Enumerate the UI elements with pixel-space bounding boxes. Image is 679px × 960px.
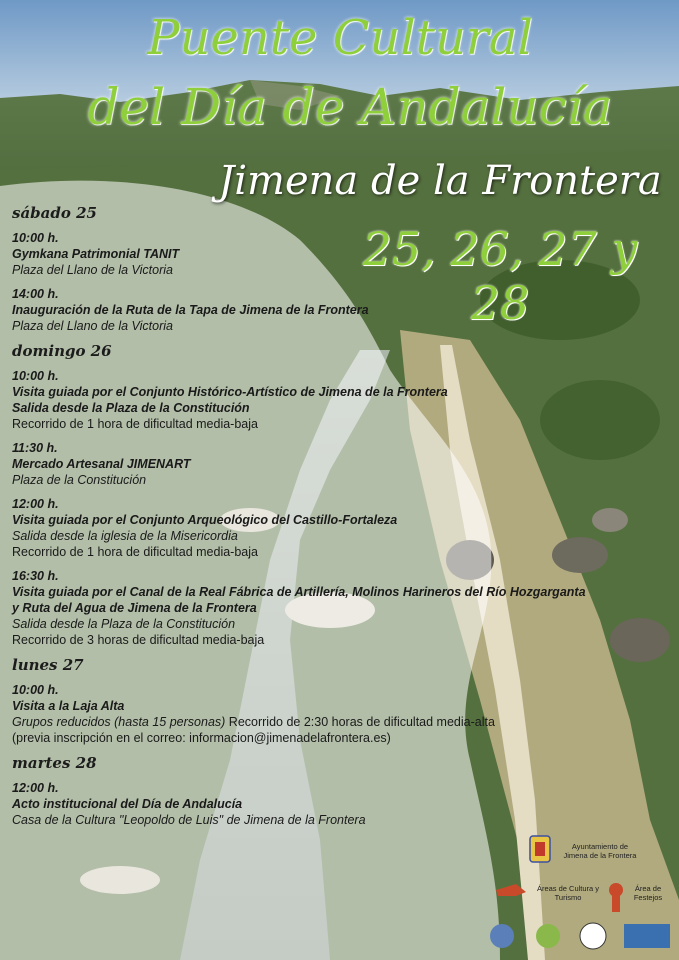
event: [12, 286, 612, 334]
title-line-1: Puente Cultural: [147, 10, 533, 66]
event-title: Visita a la Laja Alta: [12, 699, 125, 713]
day-heading: martes 28: [12, 754, 97, 772]
event-title: Mercado Artesanal JIMENART: [12, 457, 191, 471]
sponsor-logos: [488, 832, 678, 960]
day-heading: sábado 25: [12, 204, 97, 222]
event-detail: [12, 714, 612, 730]
event-time: 10:00 h.: [12, 369, 59, 383]
cultura-label: Áreas de Cultura y Turismo: [536, 884, 600, 902]
ayuntamiento-label: Ayuntamiento de Jimena de la Frontera: [563, 842, 637, 860]
event: [12, 368, 612, 432]
event-place: Salida desde la iglesia de la Misericordia: [12, 529, 238, 543]
day-heading: lunes 27: [12, 656, 84, 674]
event-registration: (previa inscripción en el correo: informacion@jimenadelafrontera.es): [12, 731, 391, 745]
event-detail: Recorrido de 3 horas de dificultad media-baja: [12, 633, 265, 647]
event-place: Salida desde la Plaza de la Constitución: [12, 617, 236, 631]
event-place: Salida desde la Plaza de la Constitución: [12, 401, 250, 415]
event-time: 12:00 h.: [12, 781, 59, 795]
event-place: Casa de la Cultura "Leopoldo de Luis" de Jimena de la Frontera: [12, 813, 366, 827]
event-place: Plaza del Llano de la Victoria: [12, 263, 173, 277]
event-dates: 25, 26, 27 y 28: [362, 222, 638, 330]
program-list: [12, 204, 612, 836]
event: [12, 568, 612, 648]
event-title: Gymkana Patrimonial TANIT: [12, 247, 180, 261]
event-time: 14:00 h.: [12, 287, 59, 301]
event-duration: Recorrido de 2:30 horas de dificultad media-alta: [225, 715, 495, 729]
event-detail: Recorrido de 1 hora de dificultad media-baja: [12, 545, 258, 559]
event-time: 11:30 h.: [12, 441, 58, 455]
event-time: 12:00 h.: [12, 497, 59, 511]
event-place: Plaza del Llano de la Victoria: [12, 319, 173, 333]
event-title: Inauguración de la Ruta de la Tapa de Jimena de la Frontera: [12, 303, 369, 317]
event-title: Visita guiada por el Conjunto Histórico-Artístico de Jimena de la Frontera: [12, 385, 448, 399]
title-line-2: del Día de Andalucía: [87, 78, 613, 136]
event-detail: Recorrido de 1 hora de dificultad media-baja: [12, 417, 258, 431]
event: [12, 440, 612, 488]
event-time: 10:00 h.: [12, 683, 59, 697]
event: [12, 496, 612, 560]
town-name: Jimena de la Frontera: [218, 158, 662, 204]
event-title: Visita guiada por el Canal de la Real Fábrica de Artillería, Molinos Harineros del Río Hozgarganta: [12, 585, 586, 599]
event-title: Acto institucional del Día de Andalucía: [12, 797, 243, 811]
event: [12, 682, 612, 746]
event-place: Plaza de la Constitución: [12, 473, 147, 487]
event-title: Visita guiada por el Conjunto Arqueológico del Castillo-Fortaleza: [12, 513, 398, 527]
festejos-label: Área de Festejos: [633, 884, 663, 902]
event-time: 10:00 h.: [12, 231, 59, 245]
event-title-cont: y Ruta del Agua de Jimena de la Frontera: [12, 601, 257, 615]
event-group-note: Grupos reducidos (hasta 15 personas): [12, 715, 226, 729]
event: [12, 780, 612, 828]
event: [12, 230, 612, 278]
day-heading: domingo 26: [12, 342, 112, 360]
event-time: 16:30 h.: [12, 569, 59, 583]
